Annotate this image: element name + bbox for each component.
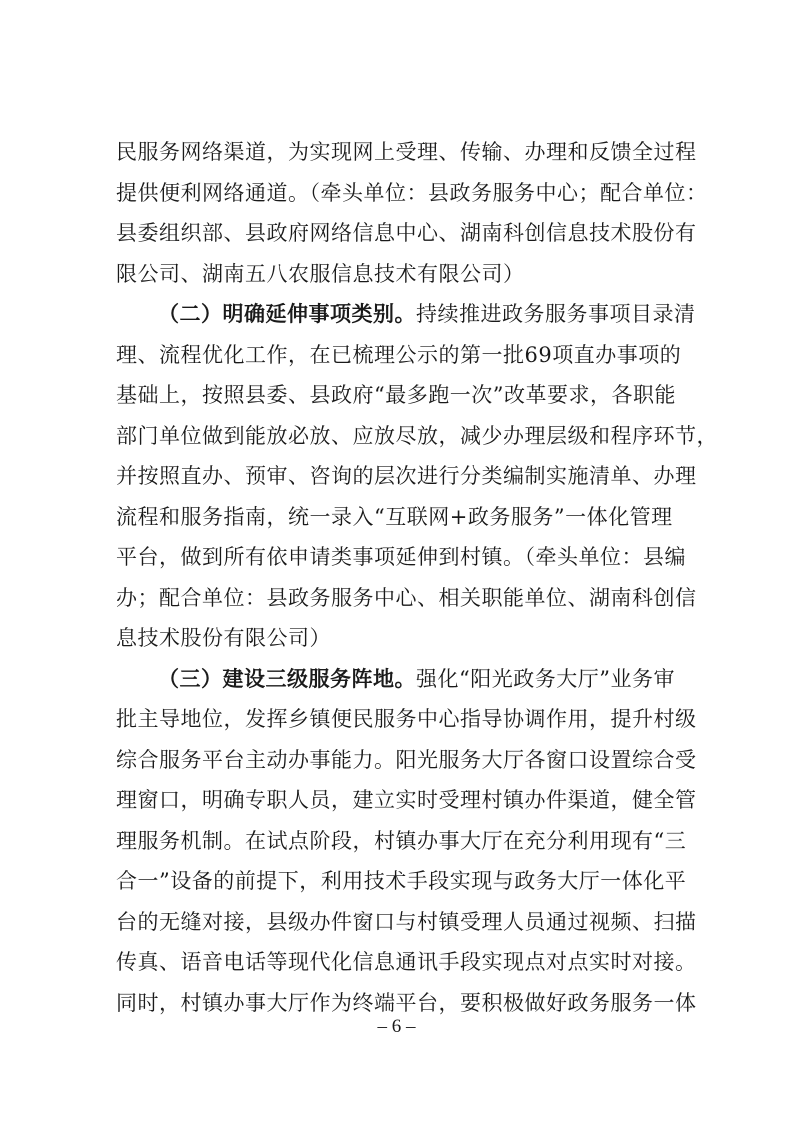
section-heading-2: （二）明确延伸事项类别。 — [158, 302, 416, 326]
text-line: 同时，村镇办事大厅作为终端平台，要积极做好政务服务一体 — [116, 990, 697, 1015]
section-heading-3: （三）建设三级服务阵地。 — [158, 666, 416, 691]
text-line: 基础上，按照县委、县政府“最多跑一次”改革要求，各职能 — [116, 383, 676, 407]
text-line: 县委组织部、县政府网络信息中心、湖南科创信息技术股份有 — [116, 221, 697, 245]
text-line: 理、流程优化工作，在已梳理公示的第一批69项直办事项的 — [116, 342, 682, 367]
text-line: 综合服务平台主动办事能力。阳光服务大厅各窗口设置综合受 — [116, 747, 697, 772]
text-line: 台的无缝对接，县级办件窗口与村镇受理人员通过视频、扫描 — [116, 909, 697, 934]
text-line: 流程和服务指南，统一录入“互联网+政务服务”一体化管理 — [116, 504, 673, 529]
text-line: 部门单位做到能放必放、应放尽放，减少办理层级和程序环节， — [116, 423, 718, 448]
paragraph-2-first-line — [116, 294, 696, 335]
body-text — [116, 132, 718, 1023]
text-line: 理窗口，明确专职人员，建立实时受理村镇办件渠道，健全管 — [116, 788, 697, 812]
text-line: 限公司、湖南五八农服信息技术有限公司） — [116, 261, 525, 286]
text-line: 息技术股份有限公司） — [116, 626, 331, 650]
text-line: 传真、语音电话等现代化信息通讯手段实现点对点实时对接。 — [116, 950, 697, 974]
text-run: 持续推进政务服务事项目录清 — [416, 302, 696, 326]
text-line: 平台，做到所有依申请类事项延伸到村镇。（牵头单位：县编 — [116, 545, 686, 569]
text-line: 办；配合单位：县政务服务中心、相关职能单位、湖南科创信 — [116, 585, 697, 610]
text-line: 合一”设备的前提下，利用技术手段实现与政务大厅一体化平 — [116, 869, 687, 893]
page-number: – 6 – — [377, 1016, 416, 1037]
text-line: 民服务网络渠道，为实现网上受理、传输、办理和反馈全过程 — [116, 140, 697, 164]
text-line: 理服务机制。在试点阶段，村镇办事大厅在充分利用现有“三 — [116, 828, 687, 853]
text-run: 强化“阳光政务大厅”业务审 — [416, 666, 675, 691]
paragraph-3-first-line — [116, 659, 678, 700]
text-line: 并按照直办、预审、咨询的层次进行分类编制实施清单、办理 — [116, 464, 697, 488]
text-line: 批主导地位，发挥乡镇便民服务中心指导协调作用，提升村级 — [116, 707, 697, 731]
text-line: 提供便利网络通道。（牵头单位：县政务服务中心；配合单位： — [116, 180, 708, 205]
